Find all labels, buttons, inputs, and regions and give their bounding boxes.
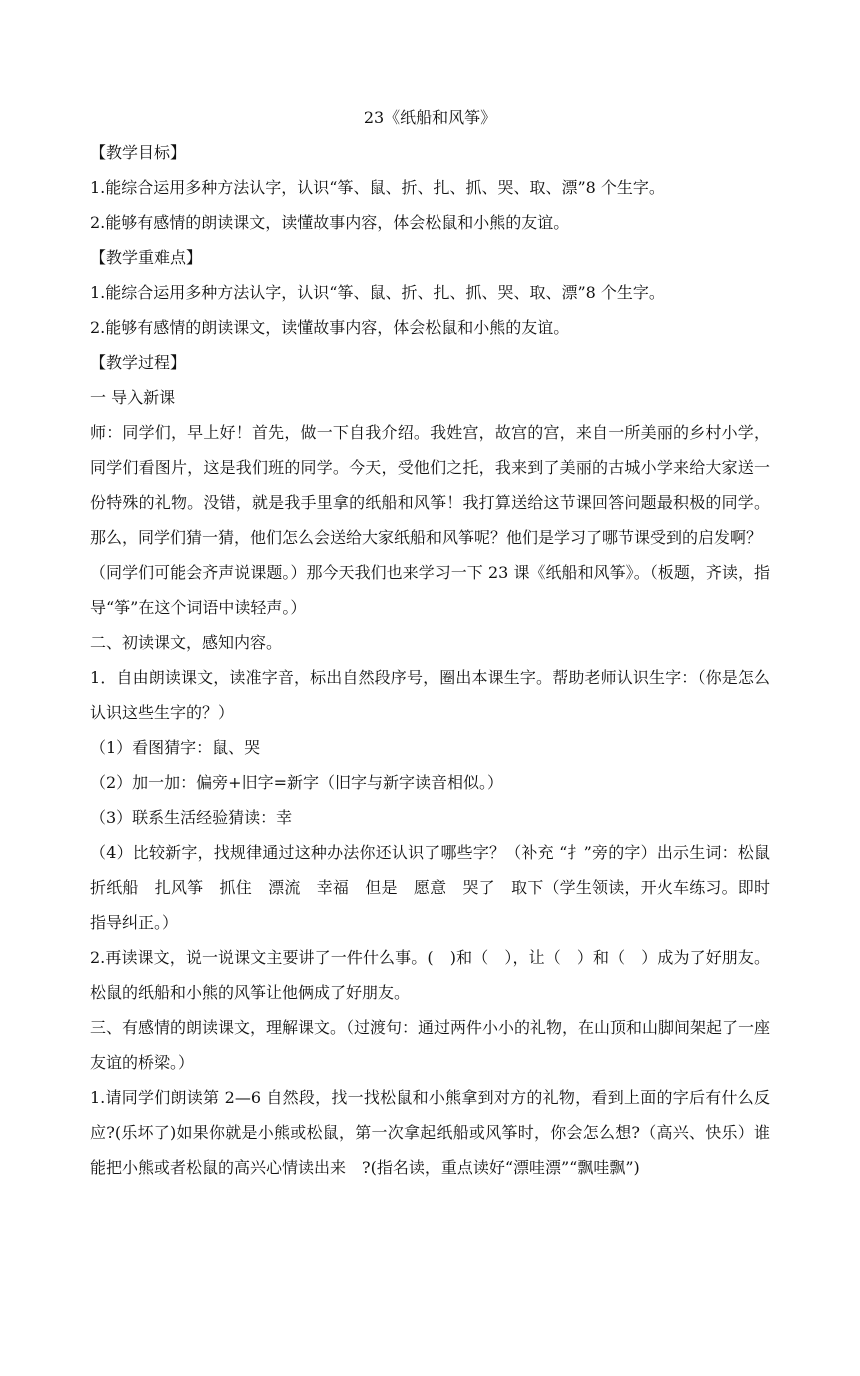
paragraph-read-2-6: 1.请同学们朗读第 2—6 自然段，找一找松鼠和小熊拿到对方的礼物，看到上面的字后有什么反应?(乐坏了)如果你就是小熊或松鼠，第一次拿起纸船或风筝时，你会怎么想?（高兴、快乐）谁能把小熊或者松鼠的高兴心情读出来 ?(指名读，重点读好“漂哇漂”“飘哇飘”): [90, 1088, 770, 1177]
section-heading-objectives: 【教学目标】: [90, 143, 187, 162]
subsection-heading-emotional-reading: 三、有感情的朗读课文，理解课文。（过渡句：通过两件小小的礼物，在山顶和山脚间架起了一座友谊的桥梁。）: [90, 1018, 771, 1072]
section-heading-key-points: 【教学重难点】: [90, 248, 203, 267]
method-item-2: （2）加一加：偏旁+旧字=新字（旧字与新字读音相似。）: [90, 773, 503, 792]
method-item-3: （3）联系生活经验猜读：幸: [90, 808, 293, 827]
paragraph-free-reading: 1．自由朗读课文，读准字音，标出自然段序号，圈出本课生字。帮助老师认识生字：（你是怎么认识这些生字的？）: [90, 668, 770, 722]
document-title: 23《纸船和风筝》: [363, 108, 497, 127]
objective-item-1: 1.能综合运用多种方法认字，认识“筝、鼠、折、扎、抓、哭、取、漂”8 个生字。: [90, 178, 665, 197]
objective-item-2: 2.能够有感情的朗读课文，读懂故事内容，体会松鼠和小熊的友谊。: [90, 213, 570, 232]
document-body: [90, 100, 787, 1185]
key-point-item-1: 1.能综合运用多种方法认字，认识“筝、鼠、折、扎、抓、哭、取、漂”8 个生字。: [90, 283, 665, 302]
paragraph-reread: 2.再读课文，说一说课文主要讲了一件什么事。( )和（ ），让（ ）和（ ）成为了好朋友。松鼠的纸船和小熊的风筝让他俩成了好朋友。: [90, 948, 770, 1002]
paragraph-teacher-intro: 师：同学们，早上好！首先，做一下自我介绍。我姓宫，故宫的宫，来自一所美丽的乡村小学，同学们看图片，这是我们班的同学。今天，受他们之托，我来到了美丽的古城小学来给大家送一份特殊的礼物。没错，就是我手里拿的纸船和风筝！我打算送给这节课回答问题最积极的同学。那么，同学们猜一猜，他们怎么会送给大家纸船和风筝呢？他们是学习了哪节课受到的启发啊？: [90, 423, 770, 547]
key-point-item-2: 2.能够有感情的朗读课文，读懂故事内容，体会松鼠和小熊的友谊。: [90, 318, 570, 337]
subsection-heading-intro: 一 导入新课: [90, 388, 176, 407]
method-item-1: （1）看图猜字：鼠、哭: [90, 738, 261, 757]
section-heading-process: 【教学过程】: [90, 353, 187, 372]
method-item-4: （4）比较新字，找规律通过这种办法你还认识了哪些字？（补充 “扌”旁的字）出示生词：松鼠 折纸船 扎风筝 抓住 漂流 幸福 但是 愿意 哭了 取下（学生领读，开火车练习。即时指导纠正。）: [90, 843, 787, 932]
paragraph-lesson-title: （同学们可能会齐声说课题。）那今天我们也来学习一下 23 课《纸船和风筝》。（板题，齐读，指导“筝”在这个词语中读轻声。）: [90, 563, 770, 617]
subsection-heading-first-reading: 二、初读课文，感知内容。: [90, 633, 283, 652]
